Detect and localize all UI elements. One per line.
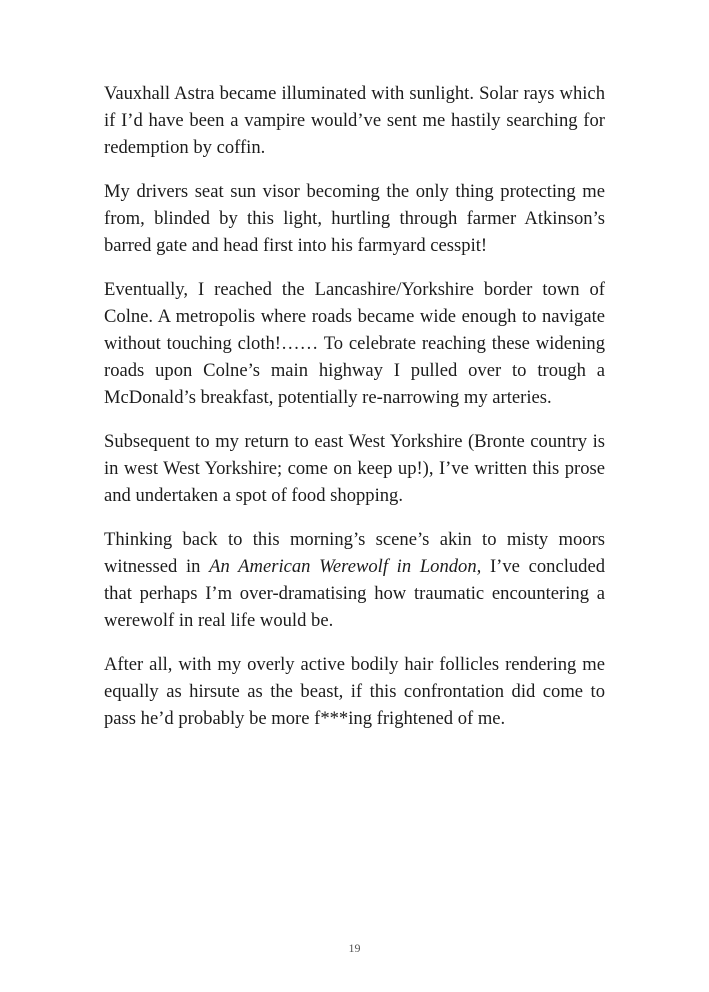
paragraph-5 [104, 526, 605, 634]
paragraph-4: Subsequent to my return to east West Yorkshire (Bronte country is in west West Yorkshire; come on keep up!), I’ve written this prose and undertaken a spot of food shopping. [104, 431, 605, 506]
paragraph-5-text-before: Thinking back to this morning’s scene’s akin to misty moors witnessed in [104, 529, 605, 577]
body-text [104, 80, 605, 749]
paragraph-2: My drivers seat sun visor becoming the only thing protecting me from, blinded by this light, hurtling through farmer Atkinson’s barred gate and head first into his farmyard cesspit! [104, 181, 605, 256]
paragraph-6: After all, with my overly active bodily hair follicles rendering me equally as hirsute as the beast, if this confrontation did come to pass he’d probably be more f***ing frightened of me. [104, 654, 605, 729]
film-title: An American Werewolf in London, [209, 556, 482, 577]
paragraph-3: Eventually, I reached the Lancashire/Yorkshire border town of Colne. A metropolis where roads became wide enough to navigate without touching cloth!…… To celebrate reaching these widening roads upon Colne’s main highway I pulled over to trough a McDonald’s breakfast, potentially re-narrowing my arteries. [104, 279, 605, 408]
paragraph-5-text-after: I’ve concluded that perhaps I’m over-dramatising how traumatic encountering a werewolf in real life would be. [104, 556, 606, 631]
paragraph-1: Vauxhall Astra became illuminated with sunlight. Solar rays which if I’d have been a vampire would’ve sent me hastily searching for redemption by coffin. [104, 83, 605, 158]
page-number: 19 [348, 941, 361, 955]
